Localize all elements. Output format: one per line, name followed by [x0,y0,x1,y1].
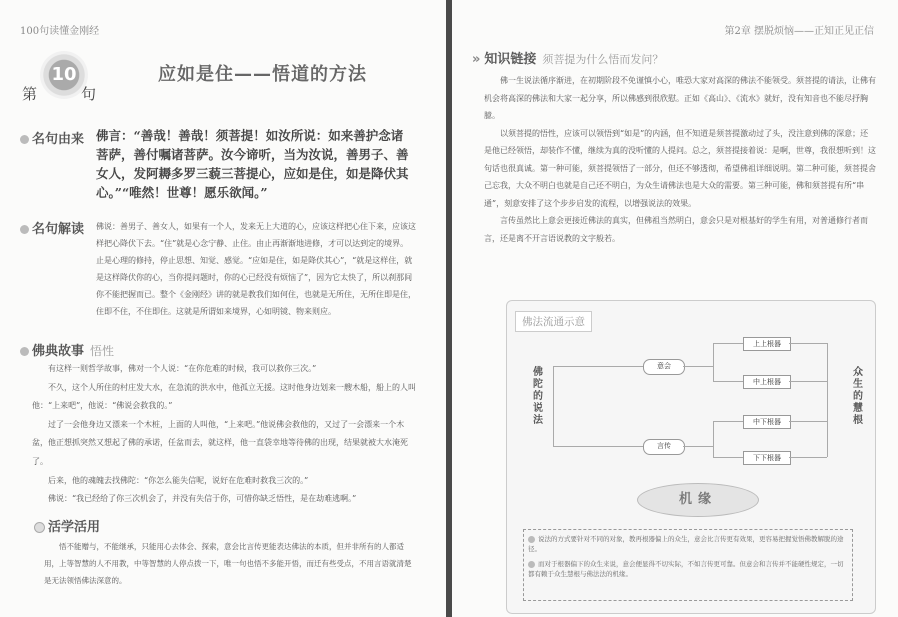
section-heading-apply: 活学活用 [34,516,100,535]
bullet-dot-icon [20,347,29,356]
body-paragraph: 佛一生说法循序渐进，在初期阶段不免谨慎小心，唯恐大家对高深的佛法不能领受。须菩提的请法，让佛有机会将高深的佛法和大家一起分享，所以佛感到很欣慰。正如《高山》、《流水》就好，没有知音也不能尽抒胸臆。 [484,76,876,120]
karmic-opportunity-oval: 机缘 [637,483,759,517]
body-paragraph: 言传虽然比上意会更接近佛法的真实，但佛祖当然明白，意会只是对根基好的学生有用，对普通修行者而言，还是离不开言语说教的文字般若。 [484,216,868,243]
story-paragraph: 佛说：“我已经给了你三次机会了，并没有失信于你，可惜你缺乏悟性，是在劫难逃啊。” [48,494,357,504]
info-dot-icon [528,561,535,568]
bullet-dot-icon [34,522,45,533]
highest-faculty-node: 上上根器 [743,337,791,351]
chapter-suffix: 句 [81,85,97,103]
section-heading-origin: 名句由来 [20,128,84,147]
story-paragraph: 有这样一则哲学故事，佛对一个人说：“在你危难的时候，我可以救你三次。” [48,364,317,373]
note-item: 而对于根器偏下的众生来说，意会便显得不切实际，不如言传更可靠。但意会和言传并不能硬性规定，一切都有赖于众生慧根与佛法法的机缘。 [528,560,844,578]
upper-middle-faculty-node: 中上根器 [743,375,791,389]
chapter-number: 10 [51,64,77,85]
left-page [0,0,446,617]
right-page [452,0,898,617]
chapter-badge [22,45,112,105]
body-paragraph: 以须菩提的悟性，应该可以领悟到“如是”的内涵，但不知道是须菩提激动过了头，没注意到佛的深意；还是他已经领悟，却装作不懂，继续为真的没听懂的人提问。总之，须菩提接着说：是啊，世尊，我很想听到！这句话也很真诚。第一种可能，须菩提领悟了一部分，但还不够透彻，希望佛祖详细说明。第二种可能，须菩提舍己忘我，大众不明白也就是自己还不明白，为众生请佛法也是大众的需要。第三种可能，佛和须菩提有所“串通”，刻意安排了这个步步启发的流程，以增强说法的效果。 [484,128,876,208]
origin-quote: 佛言：“善哉！善哉！须菩提！如汝所说：如来善护念诸菩萨，善付嘱诸菩萨。汝今谛听，当为汝说，善男子、善女人，发阿耨多罗三藐三菩提心，应如是住，如是降伏其心。”“唯然！世尊！愿乐欲闻。” [96,128,409,200]
lower-middle-faculty-node: 中下根器 [743,415,791,429]
interpretation-text: 佛说：善男子、善女人，如果有一个人，发来无上大道的心，应该这样把心住下来，应该这样把心降伏下去。“住”就是心念宁静、止住。由止再渐渐地进修，才可以达到定的境界。止是心理的修持，停止思想、知觉、感觉。“应如是住，如是降伏其心”，“就是这样住，就是这样降伏你的心，当你提问题时，你的心已经没有烦恼了”，因为它太快了，所以刹那间你不能把握而已。整个《金刚经》讲的就是教我们如何住，也就是无所住，无所住即是住，住即不住，不住即住。这就是所谓如来境界，心如明镜、物来则应。 [96,222,416,316]
left-running-header: 100句读懂金刚经 [20,26,100,37]
apply-text: 悟不能赠与，不能继承，只能用心去体会、探索，意会比言传更能表达佛法的本质，但并非所有的人都适用，上等智慧的人不用教，中等智慧的人停点拨一下，唯一句也悟不多能开悟，而迁有些受点，不用言语就清楚是无法领悟佛法深意的。 [44,542,412,585]
right-running-header: 第2章 摆脱烦恼——正知正见正信 [724,26,874,37]
note-item: 说法的方式要针对不同的对象，教再根器偏上的众生，意会比言传更有效果，更容易把握觉悟佛教解脱的途径。 [528,535,844,553]
beings-faculty-label: 众生的慧根 [853,367,863,426]
story-text [32,360,418,509]
verbal-teaching-node: 言传 [643,439,685,455]
story-paragraph: 过了一会他身边又漂来一个木桩，上面的人叫他，“上来吧。”他说佛会救他的，又过了一会漂来一个木盆，他正想抓突然又想起了佛的承诺，任盆而去，就这样，他一直袋幸地等待佛的出现，结果就被大水淹死了。 [32,419,408,466]
info-dot-icon [528,536,535,543]
chapter-prefix: 第 [22,85,38,103]
right-body-text [484,72,876,247]
dharma-flow-diagram [506,300,876,614]
diagram-notes [523,529,853,601]
story-paragraph: 后来，他的魂魄去找佛陀：“你怎么能失信呢，说好在危难时救我三次的。” [48,475,309,485]
story-paragraph: 不久，这个人所住的村庄发大水，在急流的洪水中，他孤立无援。这时他身边划来一艘木船，船上的人叫他：“上来吧”，他说：“佛说会救我的。” [32,382,416,411]
buddha-teaching-label: 佛陀的说法 [533,367,543,426]
double-chevron-icon: » [472,52,481,67]
intuitive-understanding-node: 意会 [643,359,685,375]
diagram-title: 佛法流通示意 [515,311,592,332]
lowest-faculty-node: 下下根器 [743,451,791,465]
section-heading-interpretation: 名句解读 [20,218,84,237]
page-title: 应如是住——悟道的方法 [158,64,367,85]
bullet-dot-icon [20,135,29,144]
section-heading-story: 佛典故事 悟性 [20,340,114,359]
bullet-dot-icon [20,225,29,234]
knowledge-link-heading: » 知识链接 须菩提为什么悟而发问？ [472,52,664,67]
